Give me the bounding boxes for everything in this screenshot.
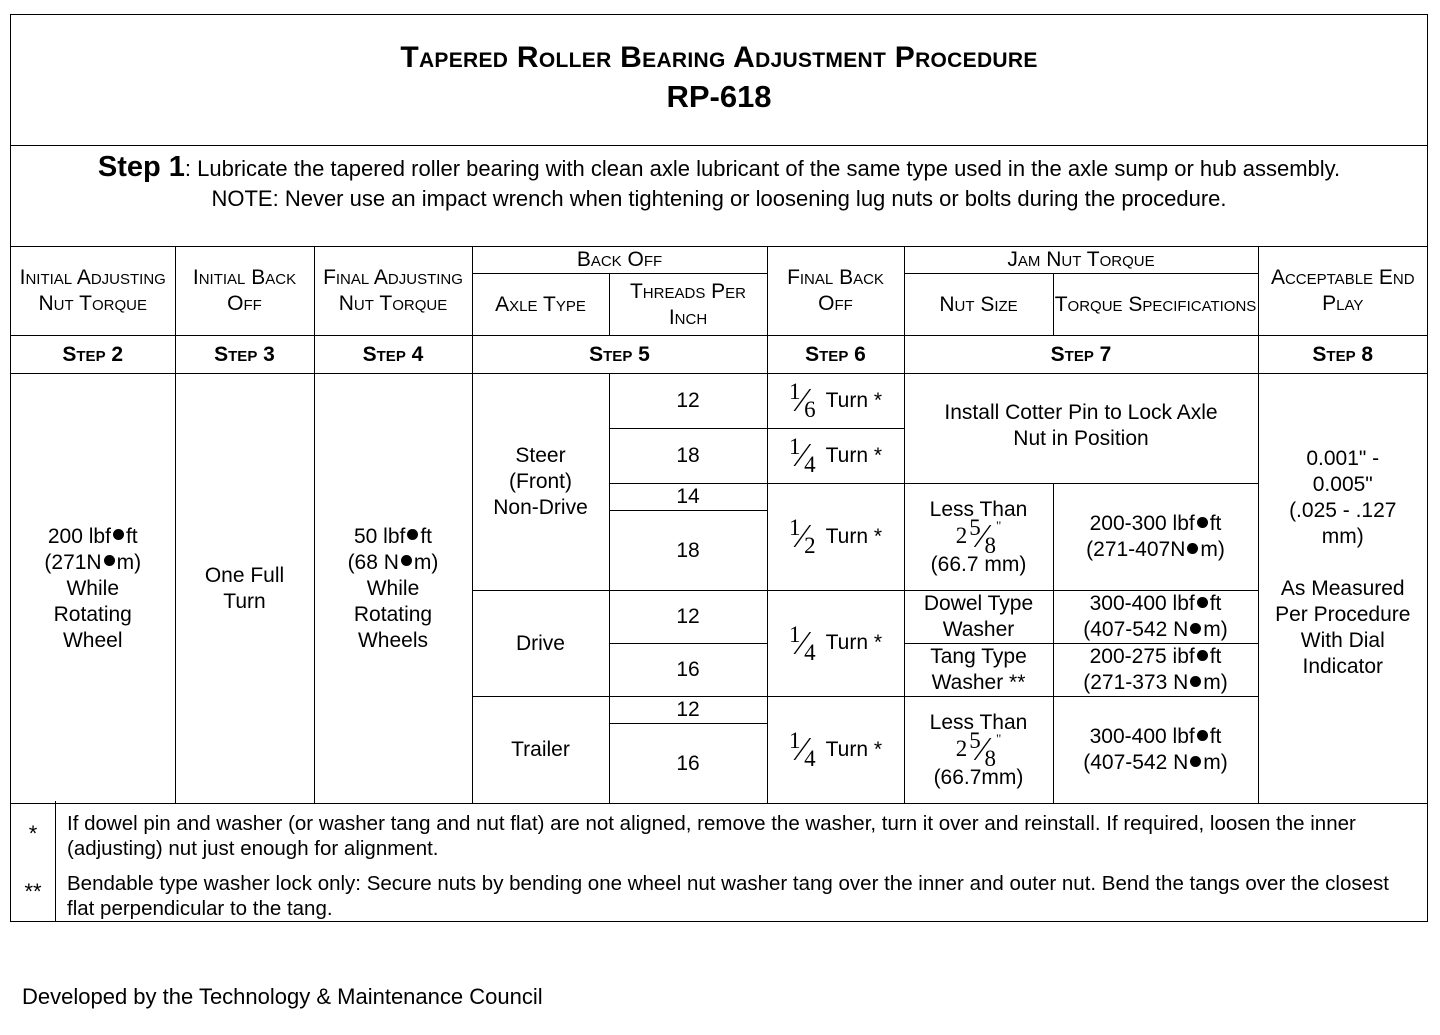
- frac-slash: ⁄: [799, 731, 806, 769]
- spec-metric-unit: m): [1203, 751, 1228, 774]
- step4-unit: ft: [420, 524, 433, 548]
- bullet-icon: [401, 555, 412, 566]
- cotter-pin-cell: [904, 374, 1258, 484]
- step1-label: Step 1: [97, 151, 185, 183]
- bullet-icon: [1190, 623, 1201, 634]
- header-acceptable-end-play: Acceptable End Play: [1258, 247, 1427, 336]
- frac-den: 2: [804, 533, 816, 559]
- fraction: [969, 727, 996, 771]
- step4-condition: While Rotating Wheels: [353, 576, 433, 652]
- fraction: [788, 728, 816, 772]
- spec-lbf: 200-300 lbf: [1089, 512, 1195, 535]
- threads-cell: 12: [609, 697, 767, 724]
- nut-whole: 2: [955, 735, 968, 761]
- less-than-label: Less Than: [929, 710, 1028, 734]
- step4-value: [314, 374, 472, 804]
- header-final-adjusting: Final Adjusting Nut Torque: [314, 247, 472, 336]
- footnote-text: Bendable type washer lock only: Secure nuts by bending one wheel nut washer tang over the inner and outer nut. Bend the tangs over the closest flat perpendicular to the tang.: [67, 872, 1389, 920]
- end-play-method: As Measured Per Procedure With Dial Indicator: [1275, 577, 1411, 678]
- less-than-label: Less Than: [929, 497, 1028, 521]
- spec-metric: (271-373 N: [1083, 671, 1189, 694]
- frac-den: 8: [984, 532, 996, 558]
- step4-metric: (68 N: [347, 550, 399, 574]
- bullet-icon: [1187, 543, 1198, 554]
- frac-slash: ⁄: [799, 382, 806, 420]
- nut-size-mm: (66.7 mm): [930, 552, 1027, 576]
- end-play-inch: 0.001" - 0.005": [1306, 447, 1380, 496]
- threads-cell: 12: [609, 591, 767, 644]
- frac-den: 8: [984, 745, 996, 771]
- frac-slash: ⁄: [799, 624, 806, 662]
- frac-num: 1: [788, 728, 801, 754]
- page-subtitle: RP-618: [666, 79, 772, 114]
- torque-spec-steer: [1053, 484, 1258, 591]
- frac-slash: ⁄: [799, 518, 806, 556]
- tang-washer-label: Tang Type Washer **: [930, 645, 1027, 694]
- final-back-off-cell: [767, 374, 904, 429]
- spec-lbf: 300-400 lbf: [1089, 592, 1195, 615]
- bullet-icon: [1197, 597, 1208, 608]
- bullet-icon: [1190, 756, 1201, 767]
- bullet-icon: [1197, 517, 1208, 528]
- fraction: [788, 621, 816, 665]
- fraction: [788, 379, 816, 423]
- cotter-pin-text: Install Cotter Pin to Lock Axle Nut in Position: [944, 401, 1218, 450]
- nut-size-dowel: [904, 591, 1053, 644]
- frac-den: 6: [804, 397, 816, 423]
- spec-metric: (407-542 N: [1083, 618, 1189, 641]
- torque-spec-trailer: [1053, 697, 1258, 804]
- inch-mark: ": [995, 730, 1002, 746]
- step6-label: Step 6: [767, 336, 904, 374]
- frac-num: 1: [788, 515, 801, 541]
- spec-metric: (271-407N: [1086, 538, 1186, 561]
- spec-unit: ft: [1209, 725, 1222, 748]
- frac-slash: ⁄: [979, 730, 986, 768]
- spec-unit: ft: [1209, 592, 1222, 615]
- step2-value: [11, 374, 175, 804]
- turn-label: Turn *: [825, 737, 883, 761]
- fraction: [788, 515, 816, 559]
- frac-num: 5: [969, 514, 981, 540]
- frac-slash: ⁄: [979, 517, 986, 555]
- step4-torque: 50 lbf: [353, 524, 406, 548]
- frac-num: 1: [788, 434, 801, 460]
- frac-den: 4: [804, 639, 816, 665]
- nut-size-tang: [904, 644, 1053, 697]
- fraction: [969, 514, 996, 558]
- step4-metric-unit: m): [413, 550, 439, 574]
- final-back-off-cell: [767, 591, 904, 697]
- threads-cell: 12: [609, 374, 767, 429]
- frac-den: 4: [804, 746, 816, 772]
- header-axle-type: Axle Type: [472, 274, 609, 336]
- procedure-table: [11, 247, 1427, 804]
- header-nut-size: Nut Size: [904, 274, 1053, 336]
- step1-block: [11, 146, 1427, 247]
- step2-label: Step 2: [11, 336, 175, 374]
- step2-metric-unit: m): [116, 550, 142, 574]
- header-initial-adjusting: Initial Adjusting Nut Torque: [11, 247, 175, 336]
- frac-den: 4: [804, 452, 816, 478]
- axle-drive: Drive: [472, 591, 609, 697]
- spec-metric-unit: m): [1203, 618, 1228, 641]
- nut-size-trailer: [904, 697, 1053, 804]
- inch-mark: ": [995, 517, 1002, 533]
- threads-cell: 18: [609, 429, 767, 484]
- page-title: Tapered Roller Bearing Adjustment Procedure: [400, 41, 1038, 74]
- footnote-symbol: *: [28, 821, 38, 846]
- header-jam-nut-torque: Jam Nut Torque: [904, 247, 1258, 274]
- turn-label: Turn *: [825, 443, 883, 467]
- frac-num: 1: [788, 379, 801, 405]
- footnote-divider: [55, 801, 56, 921]
- step2-torque: 200 lbf: [47, 524, 111, 548]
- footnotes: [11, 801, 1427, 921]
- turn-label: Turn *: [825, 388, 883, 412]
- procedure-frame: [10, 14, 1428, 922]
- bullet-icon: [1197, 650, 1208, 661]
- final-back-off-cell: [767, 484, 904, 591]
- bullet-icon: [1197, 730, 1208, 741]
- frac-num: 5: [969, 727, 981, 753]
- footer-credit: Developed by the Technology & Maintenance Council: [22, 984, 543, 1009]
- step2-metric: (271N: [44, 550, 102, 574]
- turn-label: Turn *: [825, 524, 883, 548]
- threads-cell: 18: [609, 511, 767, 591]
- impact-wrench-note: NOTE: Never use an impact wrench when tightening or loosening lug nuts or bolts during the procedure.: [211, 186, 1227, 211]
- step2-unit: ft: [125, 524, 138, 548]
- threads-cell: 16: [609, 644, 767, 697]
- final-back-off-cell: [767, 697, 904, 804]
- header-initial-back-off: Initial Back Off: [175, 247, 314, 336]
- header-torque-specifications: Torque Specifications: [1053, 274, 1258, 336]
- spec-unit: ft: [1209, 512, 1222, 535]
- header-final-back-off: Final Back Off: [767, 247, 904, 336]
- bullet-icon: [1190, 676, 1201, 687]
- nut-size-steer: [904, 484, 1053, 591]
- dowel-washer-label: Dowel Type Washer: [923, 592, 1034, 641]
- footnote-text: If dowel pin and washer (or washer tang and nut flat) are not aligned, remove the washer, turn it over and reinstall. If required, loosen the inner (adjusting) nut just enough for alignment.: [67, 812, 1356, 860]
- end-play-mm: (.025 - .127 mm): [1289, 499, 1397, 548]
- step3-label: Step 3: [175, 336, 314, 374]
- spec-lbf: 200-275 ibf: [1089, 645, 1195, 668]
- step2-condition: While Rotating Wheel: [53, 576, 132, 652]
- nut-whole: 2: [955, 522, 968, 548]
- turn-label: Turn *: [825, 631, 883, 655]
- step8-label: Step 8: [1258, 336, 1427, 374]
- title-block: [11, 15, 1427, 146]
- header-threads-per-inch: Threads Per Inch: [609, 274, 767, 336]
- step8-value: [1258, 374, 1427, 804]
- spec-metric-unit: m): [1203, 671, 1228, 694]
- frac-num: 1: [788, 621, 801, 647]
- step3-text: One Full Turn: [204, 563, 285, 613]
- spec-metric-unit: m): [1200, 538, 1225, 561]
- spec-unit: ft: [1209, 645, 1222, 668]
- step7-label: Step 7: [904, 336, 1258, 374]
- fraction: [788, 434, 816, 478]
- step5-label: Step 5: [472, 336, 767, 374]
- spec-lbf: 300-400 lbf: [1089, 725, 1195, 748]
- final-back-off-cell: [767, 429, 904, 484]
- nut-size-mm: (66.7mm): [933, 765, 1024, 789]
- bullet-icon: [407, 529, 418, 540]
- threads-cell: 16: [609, 724, 767, 804]
- axle-steer-label: Steer (Front) Non-Drive: [493, 444, 588, 519]
- step4-label: Step 4: [314, 336, 472, 374]
- header-back-off: Back Off: [472, 247, 767, 274]
- frac-slash: ⁄: [799, 437, 806, 475]
- torque-spec-dowel: [1053, 591, 1258, 644]
- axle-trailer: Trailer: [472, 697, 609, 804]
- bullet-icon: [113, 529, 124, 540]
- footnote-symbol: **: [24, 879, 42, 904]
- bullet-icon: [104, 555, 115, 566]
- axle-steer: [472, 374, 609, 591]
- step1-text: : Lubricate the tapered roller bearing with clean axle lubricant of the same type used in the axle sump or hub assembly.: [184, 156, 1341, 181]
- torque-spec-tang: [1053, 644, 1258, 697]
- spec-metric: (407-542 N: [1083, 751, 1189, 774]
- threads-cell: 14: [609, 484, 767, 511]
- step3-value: [175, 374, 314, 804]
